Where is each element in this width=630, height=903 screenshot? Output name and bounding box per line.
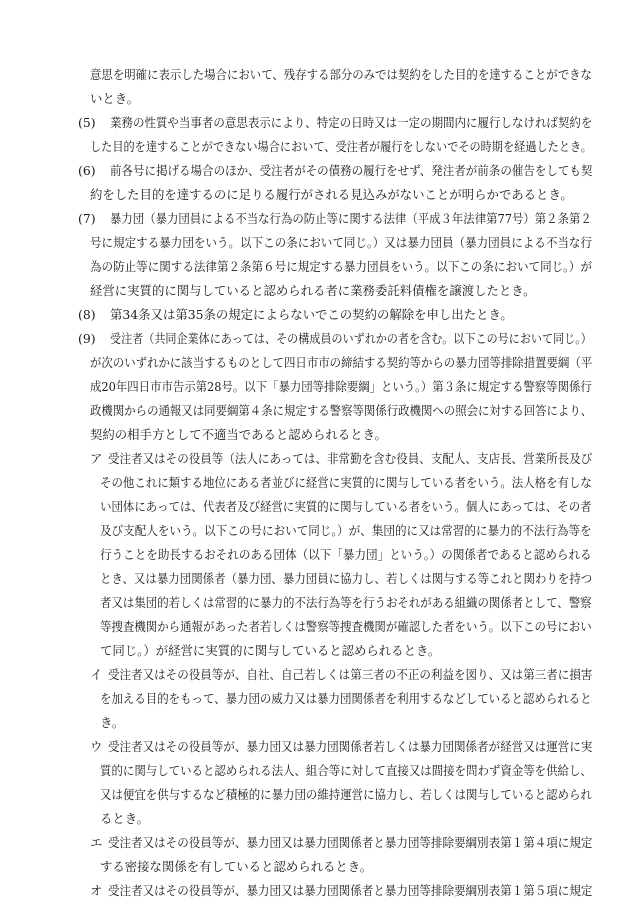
- text-line: した目的を達することができない場合において、受注者が履行をしないでその時期を経過したとき。: [90, 139, 592, 154]
- text-line: 第34条又は第35条の規定によらないでこの契約の解除を申し出たとき。: [110, 307, 513, 322]
- text-line: 約をした目的を達するのに足りる履行がされる見込みがないことが明らかであるとき。: [90, 187, 573, 202]
- item-marker: ウ: [90, 739, 103, 754]
- text-line: する密接な関係を有していると認められるとき。: [100, 859, 373, 874]
- item-marker: ア: [90, 451, 103, 466]
- text-line: るとき。: [100, 811, 150, 826]
- text-line: 受注者又はその役員等が、暴力団又は暴力団関係者若しくは暴力団関係者が経営又は運営に実: [108, 739, 593, 754]
- text-line: 者又は集団的若しくは常習的に暴力的不法行為等を行うおそれがある組織の関係者として、警察: [100, 595, 592, 610]
- text-line: て同じ。）が経営に実質的に関与していると認められるとき。: [100, 643, 441, 658]
- item-number: (9): [78, 331, 96, 346]
- text-line: とき、又は暴力団関係者（暴力団、暴力団員に協力し、若しくは関与する等これと関わりを持つ: [100, 571, 593, 586]
- text-line: 成20年四日市市告示第28号。以下「暴力団等排除要綱」という。）第３条に規定する警察等関係行: [90, 379, 592, 394]
- text-line: 政機関からの通報又は同要綱第４条に規定する警察等関係行政機関への照会に対する回答により、: [90, 403, 593, 418]
- text-line: 受注者又はその役員等が、暴力団又は暴力団関係者と暴力団等排除要綱別表第１第５項に規定: [108, 883, 593, 898]
- item-marker: エ: [90, 835, 103, 850]
- text-line: 暴力団（暴力団員による不当な行為の防止等に関する法律（平成３年法律第77号）第２条第２: [110, 211, 592, 226]
- text-line: 経営に実質的に関与していると認められる者に業務委託料債権を譲渡したとき。: [90, 283, 536, 298]
- text-line: 意思を明確に表示した場合において、残存する部分のみでは契約をした目的を達することができな: [90, 67, 592, 82]
- text-line: を加える目的をもって、暴力団の威力又は暴力団関係者を利用するなどしていると認められると: [100, 691, 592, 706]
- text-line: 受注者（共同企業体にあっては、その構成員のいずれかの者を含む。以下この号において同じ。）: [110, 331, 592, 346]
- text-line: 前各号に掲げる場合のほか、受注者がその債務の履行をせず、発注者が前条の催告をしても契: [110, 163, 593, 178]
- text-line: い団体にあっては、代表者及び経営に実質的に関与している者をいう。個人にあっては、その者: [100, 499, 592, 514]
- item-number: (7): [78, 211, 96, 226]
- text-line: 又は便宜を供与するなど積極的に暴力団の維持運営に協力し、若しくは関与していると認められ: [100, 787, 592, 802]
- text-line: 及び支配人をいう。以下この号において同じ。）が、集団的に又は常習的に暴力的不法行為等を: [100, 523, 592, 538]
- text-line: その他これに類する地位にある者並びに経営に実質的に関与している者をいう。法人格を有しな: [100, 475, 592, 490]
- text-line: 等捜査機関から通報があった者若しくは警察等捜査機関が確認した者をいう。以下この号におい: [100, 619, 592, 634]
- text-line: いとき。: [90, 91, 140, 106]
- text-line: 行うことを助長するおそれのある団体（以下「暴力団」という。）の関係者であると認められる: [100, 547, 592, 562]
- text-line: 契約の相手方として不適当であると認められるとき。: [90, 427, 387, 442]
- text-line: が次のいずれかに該当するものとして四日市市の締結する契約等からの暴力団等排除措置要綱（平: [90, 355, 593, 370]
- text-line: 受注者又はその役員等が、暴力団又は暴力団関係者と暴力団等排除要綱別表第１第４項に規定: [108, 835, 593, 850]
- item-number: (8): [78, 307, 96, 322]
- text-line: 受注者又はその役員等（法人にあっては、非常勤を含む役員、支配人、支店長、営業所長及び: [108, 451, 593, 466]
- item-marker: イ: [90, 667, 103, 682]
- text-line: 受注者又はその役員等が、自社、自己若しくは第三者の不正の利益を図り、又は第三者に損害: [108, 667, 593, 682]
- item-marker: オ: [90, 883, 103, 898]
- text-line: 号に規定する暴力団をいう。以下この条において同じ。）又は暴力団員（暴力団員による不当な行: [90, 235, 593, 250]
- text-line: 為の防止等に関する法律第２条第６号に規定する暴力団員をいう。以下この条において同じ。）が: [90, 259, 593, 274]
- text-line: 質的に関与していると認められる法人、組合等に対して直接又は間接を問わず資金等を供給し、: [100, 763, 592, 778]
- item-number: (5): [78, 115, 96, 130]
- item-number: (6): [78, 163, 96, 178]
- text-line: 業務の性質や当事者の意思表示により、特定の日時又は一定の期間内に履行しなければ契約を: [110, 115, 593, 130]
- text-line: き。: [100, 715, 125, 730]
